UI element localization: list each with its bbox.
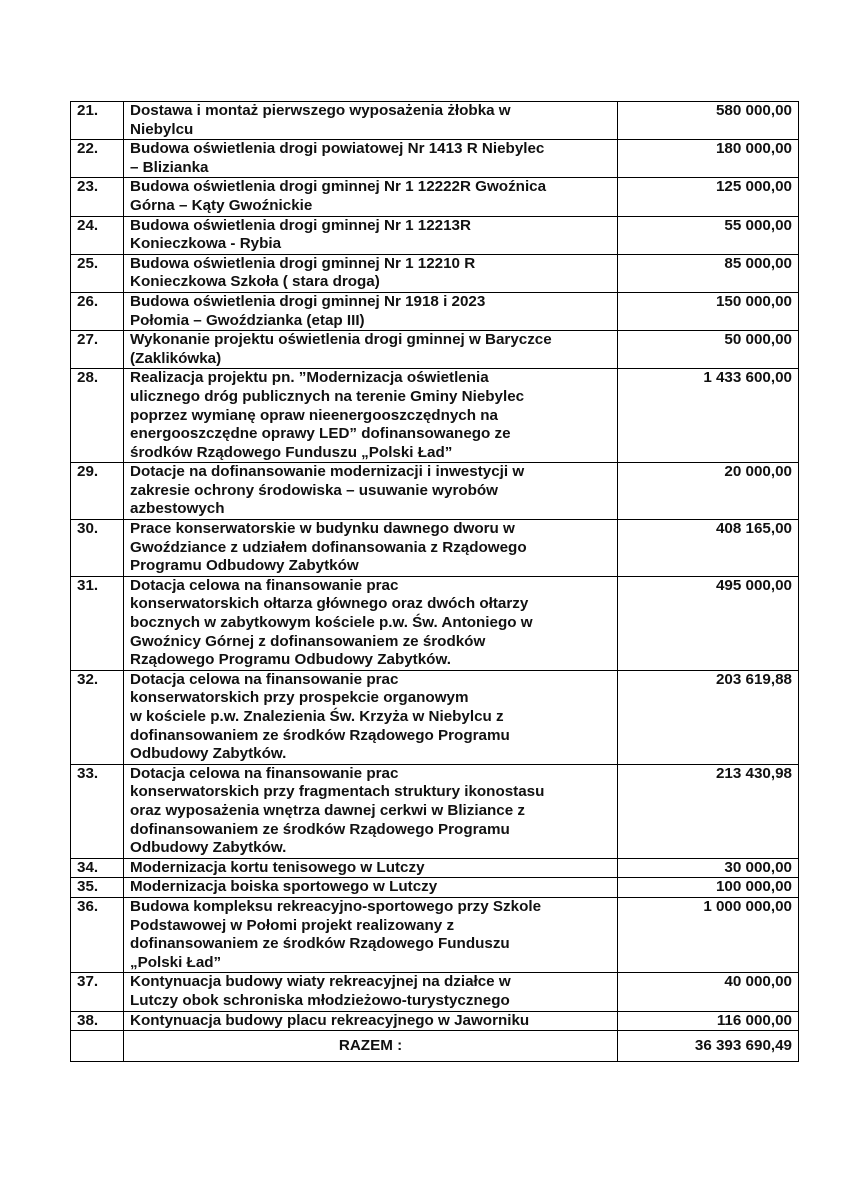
row-description: Kontynuacja budowy wiaty rekreacyjnej na działce w Lutczy obok schroniska młodzieżowo-turystycznego: [124, 973, 618, 1011]
row-number: 24.: [71, 216, 124, 254]
table-row: [71, 858, 799, 878]
row-description: Realizacja projektu pn. ”Modernizacja oświetlenia ulicznego dróg publicznych na terenie Gminy Niebylec poprzez wymianę opraw nieenergooszczędnych na energooszczędne oprawy LED” dofinansowanego ze środków Rządowego Funduszu „Polski Ład”: [124, 369, 618, 463]
row-number: 27.: [71, 331, 124, 369]
row-number: 38.: [71, 1011, 124, 1031]
table-row: [71, 178, 799, 216]
row-amount: 50 000,00: [618, 331, 799, 369]
total-label: RAZEM :: [124, 1031, 618, 1062]
table-row: [71, 216, 799, 254]
row-number: 35.: [71, 878, 124, 898]
table-row: [71, 973, 799, 1011]
row-description: Budowa oświetlenia drogi gminnej Nr 1 12213R Konieczkowa - Rybia: [124, 216, 618, 254]
row-number: 31.: [71, 576, 124, 670]
row-description: Prace konserwatorskie w budynku dawnego dworu w Gwoździance z udziałem dofinansowania z Rządowego Programu Odbudowy Zabytków: [124, 520, 618, 577]
row-amount: 1 433 600,00: [618, 369, 799, 463]
row-description: Dostawa i montaż pierwszego wyposażenia żłobka w Niebylcu: [124, 102, 618, 140]
row-description: Dotacja celowa na finansowanie prac konserwatorskich przy prospekcie organowym w kościele p.w. Znalezienia Św. Krzyża w Niebylcu z dofinansowaniem ze środków Rządowego Programu Odbudowy Zabytków.: [124, 670, 618, 764]
row-amount: 30 000,00: [618, 858, 799, 878]
row-description: Dotacje na dofinansowanie modernizacji i inwestycji w zakresie ochrony środowiska – usuwanie wyrobów azbestowych: [124, 463, 618, 520]
row-amount: 203 619,88: [618, 670, 799, 764]
row-number: 36.: [71, 897, 124, 972]
row-number: 25.: [71, 254, 124, 292]
row-amount: 85 000,00: [618, 254, 799, 292]
row-amount: 20 000,00: [618, 463, 799, 520]
row-amount: 100 000,00: [618, 878, 799, 898]
row-description: Dotacja celowa na finansowanie prac konserwatorskich przy fragmentach struktury ikonostasu oraz wyposażenia wnętrza dawnej cerkwi w Bliziance z dofinansowaniem ze środków Rządowego Programu Odbudowy Zabytków.: [124, 764, 618, 858]
row-description: Budowa oświetlenia drogi gminnej Nr 1 12210 R Konieczkowa Szkoła ( stara droga): [124, 254, 618, 292]
row-number: 29.: [71, 463, 124, 520]
row-description: Budowa oświetlenia drogi powiatowej Nr 1413 R Niebylec – Blizianka: [124, 140, 618, 178]
row-amount: 495 000,00: [618, 576, 799, 670]
row-description: Modernizacja kortu tenisowego w Lutczy: [124, 858, 618, 878]
table-row: [71, 254, 799, 292]
table-row: [71, 897, 799, 972]
row-description: Modernizacja boiska sportowego w Lutczy: [124, 878, 618, 898]
row-amount: 408 165,00: [618, 520, 799, 577]
row-description: Wykonanie projektu oświetlenia drogi gminnej w Baryczce (Zaklikówka): [124, 331, 618, 369]
row-amount: 180 000,00: [618, 140, 799, 178]
row-amount: 40 000,00: [618, 973, 799, 1011]
table-row: [71, 140, 799, 178]
row-description: Kontynuacja budowy placu rekreacyjnego w Jaworniku: [124, 1011, 618, 1031]
row-number: 23.: [71, 178, 124, 216]
row-description: Dotacja celowa na finansowanie prac konserwatorskich ołtarza głównego oraz dwóch ołtarzy bocznych w zabytkowym kościele p.w. Św. Antoniego w Gwoźnicy Górnej z dofinansowaniem ze środków Rządowego Programu Odbudowy Zabytków.: [124, 576, 618, 670]
table-row: [71, 292, 799, 330]
table-row: [71, 520, 799, 577]
table-row: [71, 878, 799, 898]
row-number: 26.: [71, 292, 124, 330]
row-number: 30.: [71, 520, 124, 577]
total-row: [71, 1031, 799, 1062]
row-number: 33.: [71, 764, 124, 858]
total-amount: 36 393 690,49: [618, 1031, 799, 1062]
row-number: 37.: [71, 973, 124, 1011]
row-amount: 125 000,00: [618, 178, 799, 216]
table-row: [71, 670, 799, 764]
row-amount: 55 000,00: [618, 216, 799, 254]
row-number: 34.: [71, 858, 124, 878]
row-number: 28.: [71, 369, 124, 463]
table-row: [71, 102, 799, 140]
row-amount: 580 000,00: [618, 102, 799, 140]
table-row: [71, 331, 799, 369]
row-amount: 1 000 000,00: [618, 897, 799, 972]
row-number: 22.: [71, 140, 124, 178]
row-amount: 213 430,98: [618, 764, 799, 858]
row-amount: 150 000,00: [618, 292, 799, 330]
row-number: 32.: [71, 670, 124, 764]
table-row: [71, 1011, 799, 1031]
row-description: Budowa oświetlenia drogi gminnej Nr 1918 i 2023 Połomia – Gwoździanka (etap III): [124, 292, 618, 330]
table-row: [71, 463, 799, 520]
row-description: Budowa kompleksu rekreacyjno-sportowego przy Szkole Podstawowej w Połomi projekt realizowany z dofinansowaniem ze środków Rządowego Funduszu „Polski Ład”: [124, 897, 618, 972]
total-row-number-cell: [71, 1031, 124, 1062]
row-amount: 116 000,00: [618, 1011, 799, 1031]
table-row: [71, 764, 799, 858]
row-description: Budowa oświetlenia drogi gminnej Nr 1 12222R Gwoźnica Górna – Kąty Gwoźnickie: [124, 178, 618, 216]
row-number: 21.: [71, 102, 124, 140]
table-row: [71, 369, 799, 463]
investment-table: [70, 101, 799, 1062]
table-body: [71, 102, 799, 1031]
table-row: [71, 576, 799, 670]
